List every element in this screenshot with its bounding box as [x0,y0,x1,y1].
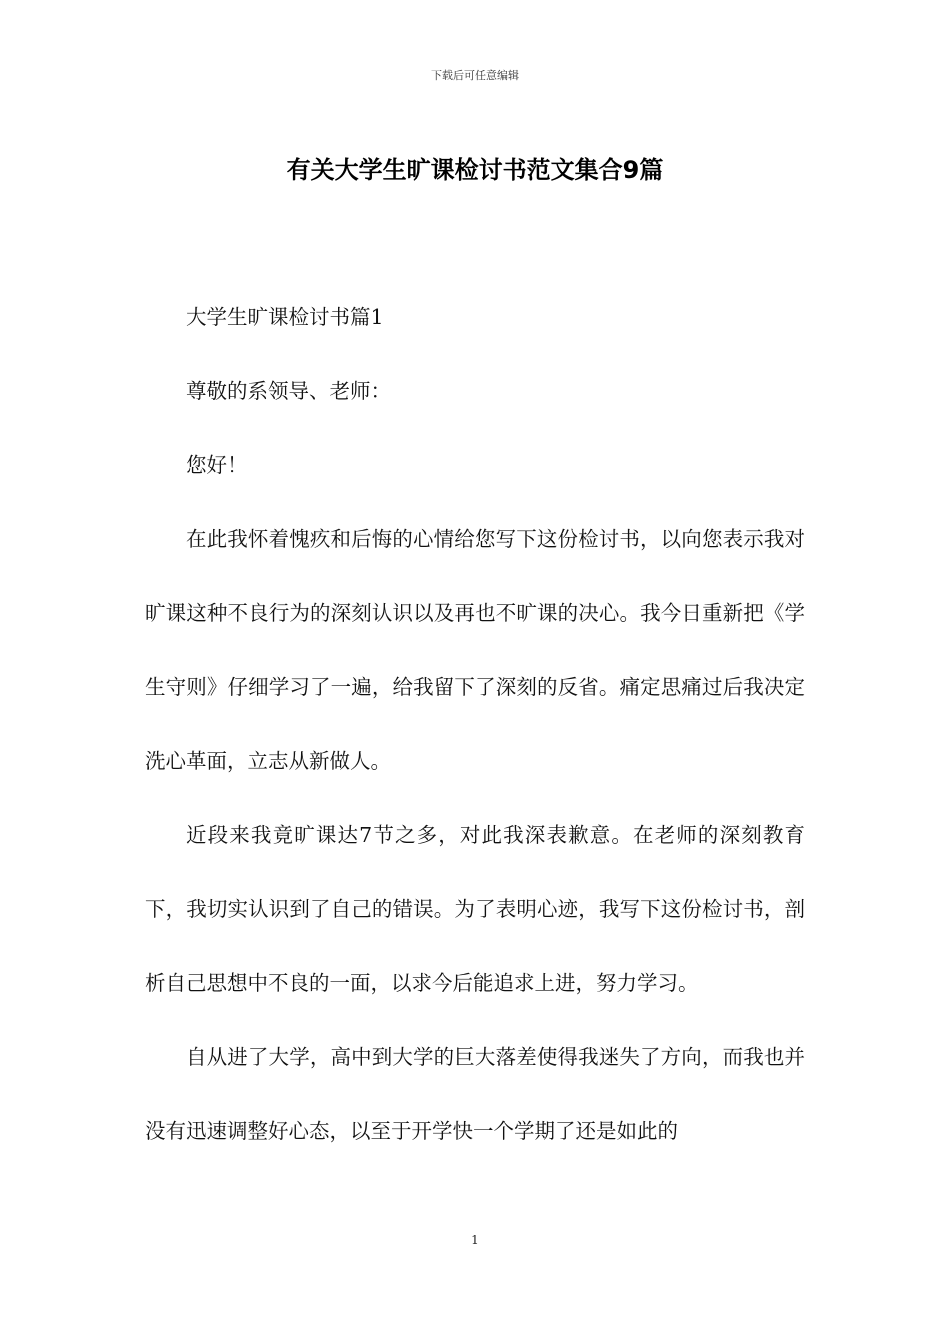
body-paragraph: 自从进了大学，高中到大学的巨大落差使得我迷失了方向，而我也并没有迅速调整好心态，以至于开学快一个学期了还是如此的 [145,1045,805,1143]
header-note: 下载后可任意编辑 [431,69,519,82]
salutation: 尊敬的系领导、老师： [186,379,391,403]
greeting: 您好！ [186,453,248,477]
body-paragraph: 近段来我竟旷课达7节之多，对此我深表歉意。在老师的深刻教育下，我切实认识到了自己的错误。为了表明心迹，我写下这份检讨书，剖析自己思想中不良的一面，以求今后能追求上进，努力学习。 [145,823,805,995]
section-heading: 大学生旷课检讨书篇1 [186,305,384,329]
page-number: 1 [471,1233,479,1247]
document-title: 有关大学生旷课检讨书范文集合9篇 [286,156,664,184]
body-paragraph: 在此我怀着愧疚和后悔的心情给您写下这份检讨书，以向您表示我对旷课这种不良行为的深刻认识以及再也不旷课的决心。我今日重新把《学生守则》仔细学习了一遍，给我留下了深刻的反省。痛定思痛过后我决定洗心革面，立志从新做人。 [145,527,805,773]
document-body [145,280,805,1168]
